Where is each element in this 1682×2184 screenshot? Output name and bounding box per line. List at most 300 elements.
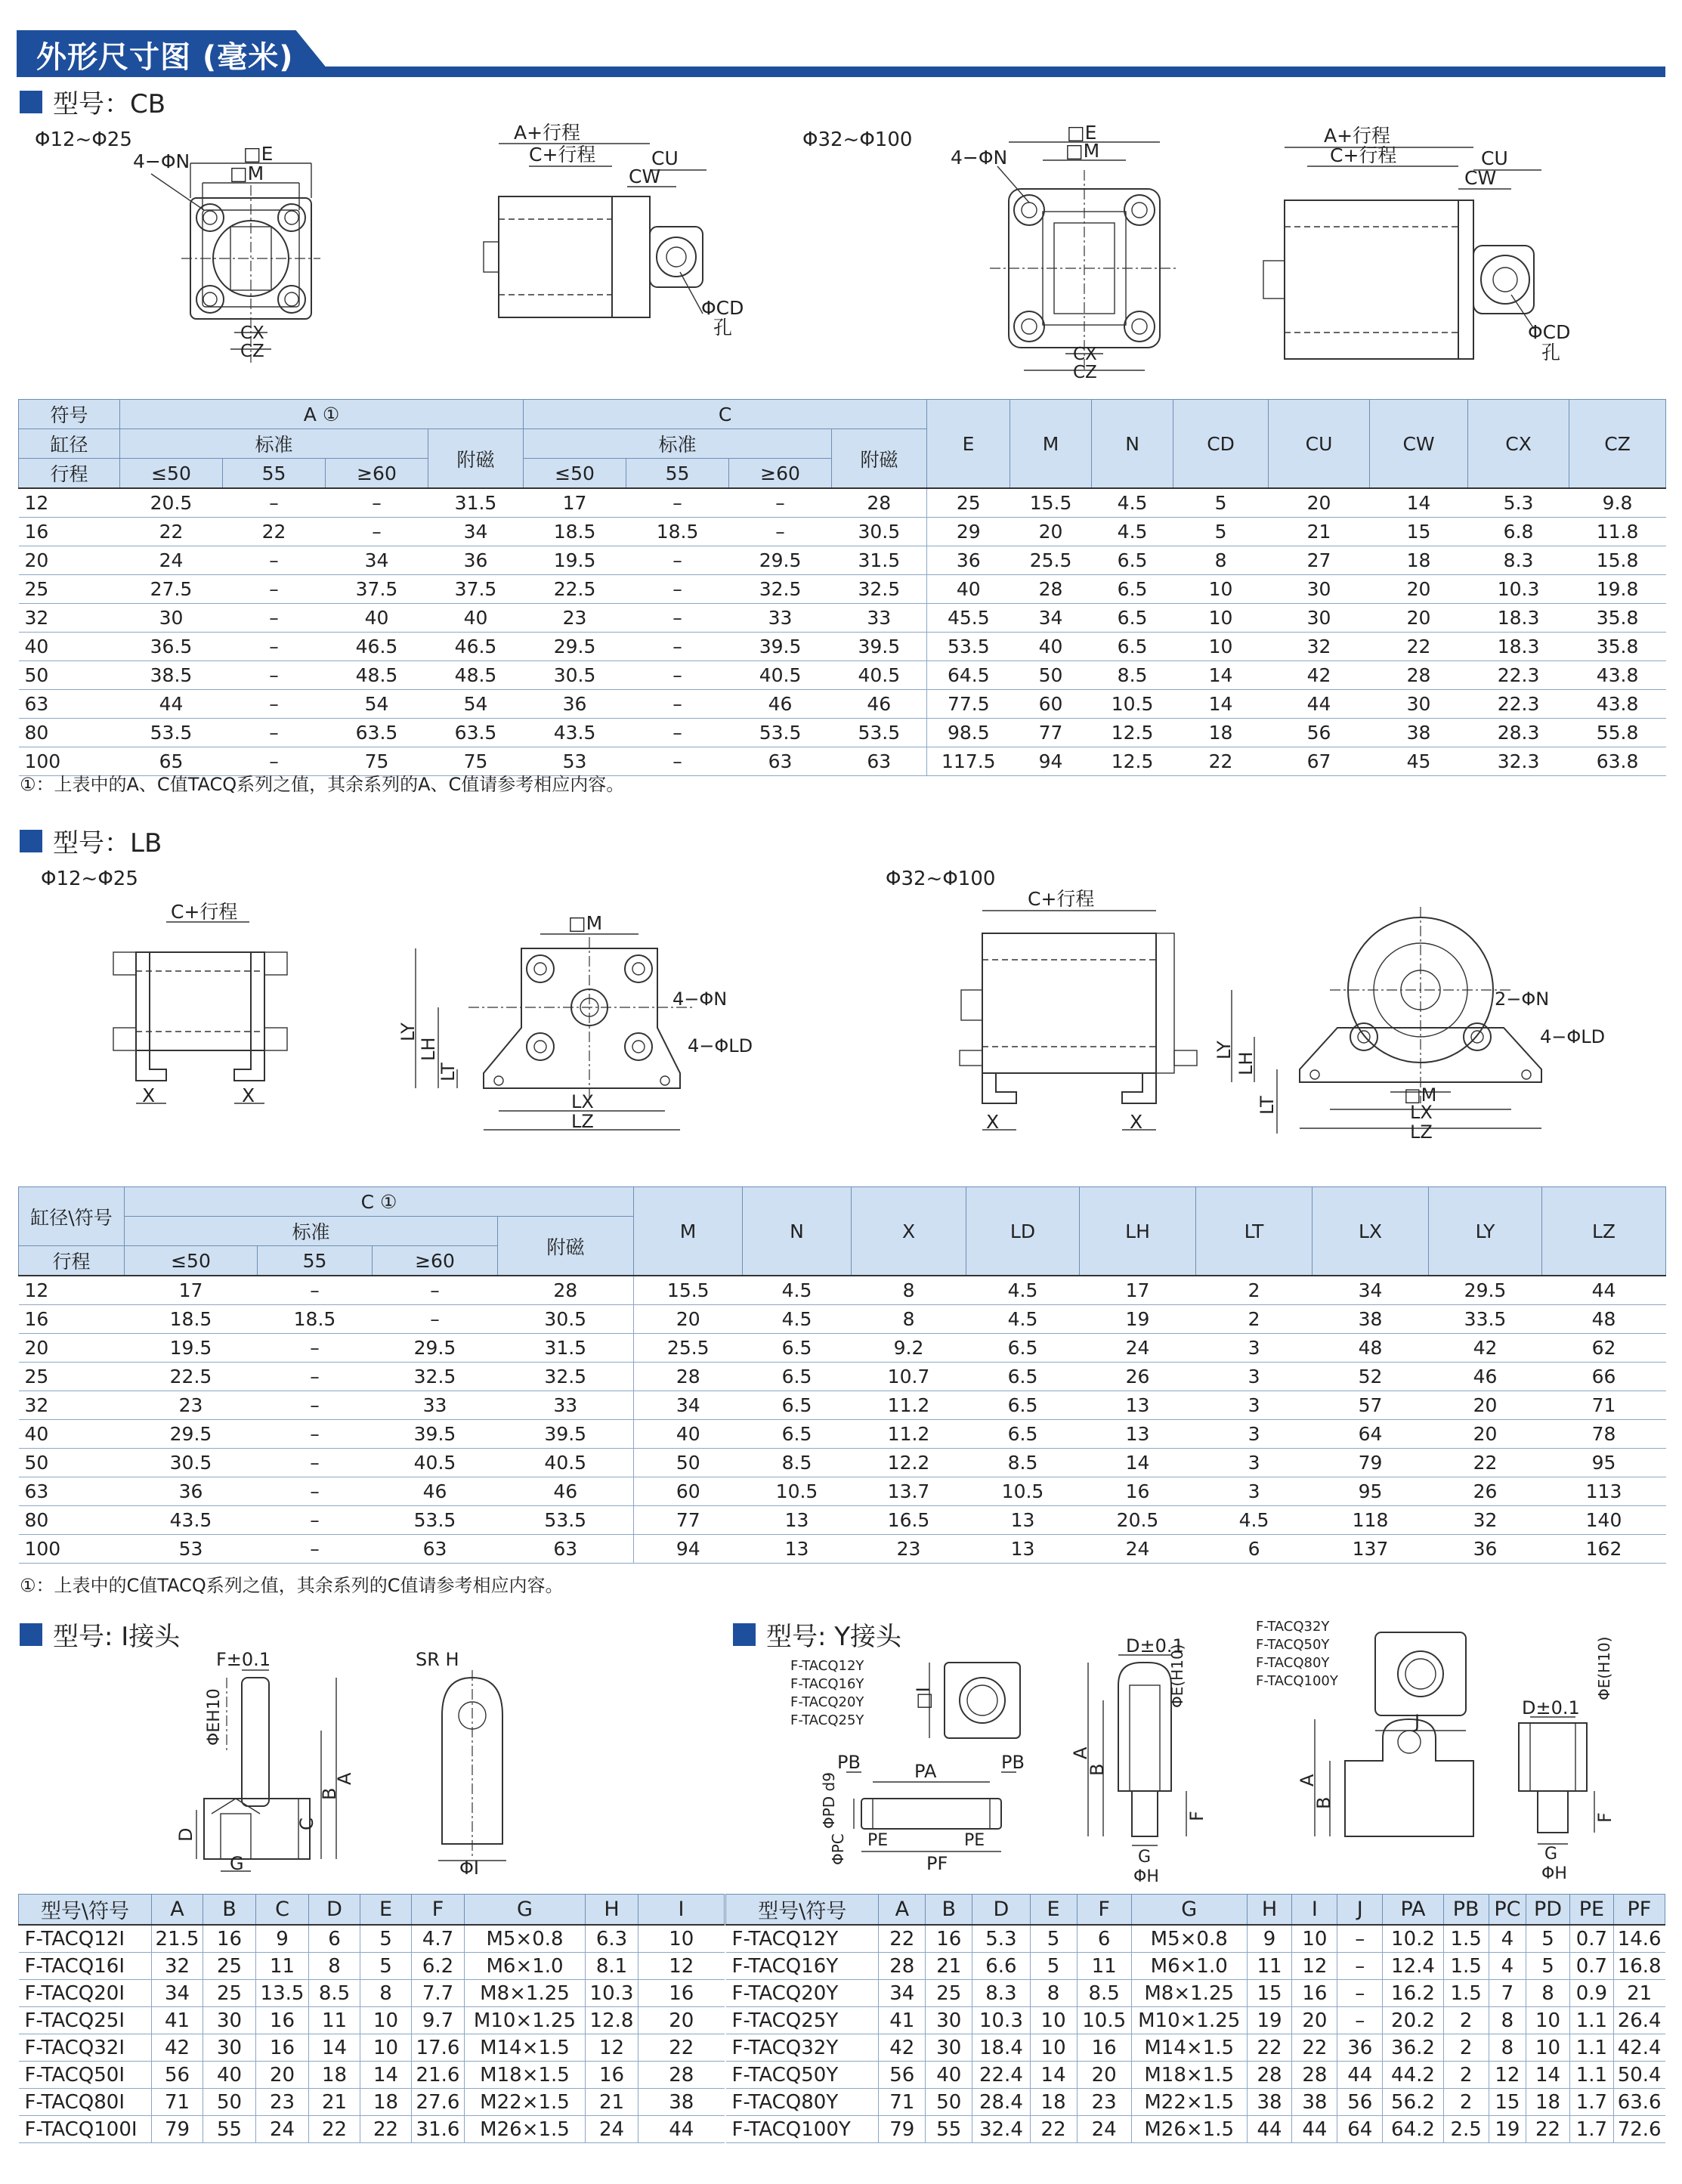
cb-cell: 67 [1269,747,1370,776]
lb-large-side-view [960,911,1197,1130]
cb-cell: 43.5 [524,719,626,747]
lb-cell: 40 [634,1420,743,1449]
cb-table-row [19,690,1666,719]
ij-cell: 18 [360,2089,412,2116]
cb-cell: 6.5 [1092,604,1173,633]
yj-pd-label: ΦPD d9 [820,1772,838,1829]
yj-cell: 64.2 [1383,2116,1444,2143]
ij-d-label: D [175,1827,196,1842]
lb-h-55: 55 [258,1246,373,1276]
cb-cell: 22 [120,518,223,546]
lb-cell: 79 [1313,1449,1429,1477]
lb-cell: 30.5 [125,1449,258,1477]
yj-cell: 19 [1489,2116,1526,2143]
lb-table-row [19,1535,1666,1564]
cb-h-a-55: 55 [223,459,326,489]
cb-cell: 40 [927,575,1010,604]
yj-cell: F-TACQ16Y [726,1953,879,1980]
yj-cell: 5.3 [972,1925,1030,1953]
cb-cell: 45.5 [927,604,1010,633]
lb-cell: 8.5 [966,1449,1080,1477]
yj-cell: 28 [879,1953,926,1980]
cb-cell: 5 [1173,518,1269,546]
cb-cell: 46.5 [428,633,524,661]
cb-cell: 17 [524,488,626,518]
lb-large-lh-label: LH [1235,1051,1257,1075]
yj-cell: 16 [1292,1980,1337,2007]
lb-table-body [19,1276,1666,1564]
cb-cell: 4.5 [1092,488,1173,518]
cb-e-label: □E [243,143,274,165]
yj-cell: 1.5 [1443,1953,1489,1980]
lb-c-stroke-label: C+行程 [171,901,238,923]
ij-table [18,1894,725,2143]
cb-table-body [19,488,1666,776]
cb-large-side-view [1263,147,1541,359]
cb-cell: 40 [428,604,524,633]
yj-cell: 12 [1489,2062,1526,2089]
cb-cell: 30 [1269,604,1370,633]
ij-table-row [19,2007,725,2034]
yj-cell: 28 [1292,2062,1337,2089]
yj-table-row [726,2034,1665,2062]
ij-cell: 21.5 [152,1925,203,1953]
cb-cell: 64.5 [927,661,1010,690]
lb-cell: 100 [19,1535,125,1564]
ij-h-col: H [586,1895,638,1926]
lb-ly-label: LY [397,1022,419,1041]
lb-cell: 63 [19,1477,125,1506]
yj-cell: 21 [1613,1980,1665,2007]
yj-cell: M5×0.8 [1131,1925,1247,1953]
cb-cell: 37.5 [326,575,428,604]
ij-cell: 22 [309,2116,360,2143]
lb-cell: 4.5 [966,1276,1080,1305]
lb-cell: 32 [19,1391,125,1420]
ij-cell: 14 [309,2034,360,2062]
yj-cell: 2.5 [1443,2116,1489,2143]
ij-cell: 21.6 [412,2062,465,2089]
yj-cell: 16 [1077,2034,1131,2062]
yj-pe-label: PE [867,1831,889,1850]
lb-cell: 33 [373,1391,498,1420]
lb-cell: 50 [19,1449,125,1477]
ij-srh-label: SR H [416,1649,459,1670]
cb-cell: 30.5 [832,518,927,546]
yj-cell: 4 [1489,1925,1526,1953]
lb-cell: 66 [1542,1363,1666,1391]
lb-cell: 50 [634,1449,743,1477]
ij-cell: 21 [586,2089,638,2116]
cb-cell: 63.5 [428,719,524,747]
yj-cell: 64 [1337,2116,1383,2143]
cb-cell: 4.5 [1092,518,1173,546]
ij-drawings [0,1647,725,1874]
ij-cell: M8×1.25 [465,1980,586,2007]
lb-cell: 3 [1196,1334,1313,1363]
cb-cell: – [626,719,729,747]
yj-model-large: F-TACQ50Y [1256,1637,1330,1653]
cb-h-a-std: 标准 [120,429,428,459]
lb-cell: 34 [634,1391,743,1420]
cb-cell: 25 [927,488,1010,518]
ij-cell: 22 [638,2034,725,2062]
yj-cell: – [1337,1980,1383,2007]
yj-cell: 42 [879,2034,926,2062]
ij-cell: M6×1.0 [465,1953,586,1980]
lb-cell: 6.5 [743,1391,852,1420]
cb-cell: 94 [1010,747,1092,776]
lb-cell: 60 [634,1477,743,1506]
ij-cell: 6.3 [586,1925,638,1953]
cb-cell: 29 [927,518,1010,546]
ij-cell: 55 [203,2116,256,2143]
lb-cell: 16 [19,1305,125,1334]
yj-cell: 4 [1489,1953,1526,1980]
lb-cell: – [258,1506,373,1535]
yj-h-label: ΦH [1133,1867,1159,1886]
cb-cell: 40 [19,633,120,661]
cb-cell: 20 [1269,488,1370,518]
cb-cell: 28 [832,488,927,518]
ij-cell: 11 [256,1953,309,1980]
cb-cell: 22 [1173,747,1269,776]
cb-cell: 50 [19,661,120,690]
cb-cell: 46 [729,690,832,719]
lb-cell: 36 [125,1477,258,1506]
yj-model-small: F-TACQ12Y [790,1658,864,1674]
yj-cell: 18 [1526,2089,1570,2116]
lb-lh-label: LH [418,1037,439,1061]
lb-cell: – [258,1334,373,1363]
cb-cell: 36 [428,546,524,575]
ij-cell: 30 [203,2007,256,2034]
cb-h-col: CZ [1569,400,1666,489]
lb-cell: – [258,1420,373,1449]
cb-cell: 6.5 [1092,633,1173,661]
yj-cell: 72.6 [1613,2116,1665,2143]
yj-cell: 44 [1247,2116,1292,2143]
ij-table-row [19,2062,725,2089]
cb-cell: – [729,488,832,518]
yj-cell: 21 [926,1953,972,1980]
yj-cell: 7 [1489,1980,1526,2007]
lb-cell: 6.5 [966,1420,1080,1449]
cb-cell: 63.5 [326,719,428,747]
yj-cell: 55 [926,2116,972,2143]
lb-cell: 13 [1080,1391,1196,1420]
yj-cell: M26×1.5 [1131,2116,1247,2143]
cb-large-a-stroke-label: A+行程 [1324,125,1391,147]
lb-h-le50: ≤50 [125,1246,258,1276]
ij-g-label: G [230,1853,244,1874]
yj-table-body [726,1925,1665,2143]
ij-cell: 16 [256,2034,309,2062]
cb-table-row [19,518,1666,546]
yj-cell: 10.3 [972,2007,1030,2034]
ij-cell: F-TACQ16I [19,1953,152,1980]
ij-cell: F-TACQ80I [19,2089,152,2116]
ij-cell: F-TACQ25I [19,2007,152,2034]
lb-cell: 57 [1313,1391,1429,1420]
cb-cell: 9.8 [1569,488,1666,518]
cb-table-row [19,546,1666,575]
yj-cell: 1.5 [1443,1980,1489,2007]
lb-cell: 140 [1542,1506,1666,1535]
yj-cell: F-TACQ32Y [726,2034,879,2062]
lb-table-row [19,1477,1666,1506]
cb-cell: 6.5 [1092,546,1173,575]
lb-cell: 36 [1429,1535,1542,1564]
yj-cell: 24 [1077,2116,1131,2143]
lb-cell: 80 [19,1506,125,1535]
lb-cell: 2 [1196,1276,1313,1305]
yj-cell: – [1337,2007,1383,2034]
yj-model-small: F-TACQ25Y [790,1712,864,1728]
yj-j-label: J [1415,1711,1421,1732]
lb-cell: 20 [1429,1420,1542,1449]
cb-cell: 8 [1173,546,1269,575]
lb-table-row [19,1305,1666,1334]
ij-h-col: B [203,1895,256,1926]
lb-lt-label: LT [438,1063,459,1081]
lb-cell: 26 [1429,1477,1542,1506]
ij-h-col: F [412,1895,465,1926]
lb-large-ly-label: LY [1214,1041,1235,1060]
yj-cell: 38 [1292,2089,1337,2116]
cb-cell: 30 [1370,690,1468,719]
cb-small-side-view [484,144,707,317]
lb-table-row [19,1334,1666,1363]
ij-cell: 20 [256,2062,309,2089]
cb-cell: – [626,661,729,690]
lb-cell: 3 [1196,1477,1313,1506]
lb-cell: 25.5 [634,1334,743,1363]
ij-title-text: 型号: I接头 [53,1622,181,1652]
cb-table-row [19,661,1666,690]
cb-cell: 21 [1269,518,1370,546]
yj-cell: 10 [1030,2034,1077,2062]
lb-cell: 13 [966,1506,1080,1535]
cb-cell: 31.5 [832,546,927,575]
cb-cell: – [626,633,729,661]
cb-cell: – [223,575,326,604]
cb-h-col: CU [1269,400,1370,489]
cb-cell: 20 [1370,604,1468,633]
yj-cell: F-TACQ12Y [726,1925,879,1953]
lb-cell: 13 [743,1535,852,1564]
lb-cell: 6.5 [966,1334,1080,1363]
yj-model-small: F-TACQ16Y [790,1676,864,1692]
cb-cell: 28 [1370,661,1468,690]
cb-hole-label: 孔 [713,317,733,339]
cb-h-col: E [927,400,1010,489]
yj-pf-label: PF [926,1853,948,1874]
lb-cell: 63 [373,1535,498,1564]
yj-model-large: F-TACQ100Y [1256,1673,1338,1689]
cb-cell: 18.3 [1468,633,1569,661]
lb-cell: 63 [498,1535,634,1564]
ij-cell: 42 [152,2034,203,2062]
yj-cell: 1.5 [1443,1925,1489,1953]
lb-cell: 10.5 [743,1477,852,1506]
yj-cell: 11 [1077,1953,1131,1980]
cb-cell: 50 [1010,661,1092,690]
yj-cell: 22 [1030,2116,1077,2143]
cb-cz-label: CZ [240,342,264,361]
lb-cell: 6.5 [966,1391,1080,1420]
cb-cell: 43.8 [1569,661,1666,690]
ij-h-col: G [465,1895,586,1926]
cb-cell: 25 [19,575,120,604]
ij-cell: 50 [203,2089,256,2116]
yj-g-label: G [1138,1848,1152,1867]
lb-cell: 53.5 [373,1506,498,1535]
cb-cell: 28 [1010,575,1092,604]
yj-cell: M14×1.5 [1131,2034,1247,2062]
yj-h-col: I [1292,1895,1337,1926]
cb-cell: 12.5 [1092,719,1173,747]
cb-large-m-label: □M [1065,140,1100,162]
yj-cell: 5 [1030,1953,1077,1980]
lb-cell: – [373,1305,498,1334]
yj-cell: 10 [1030,2007,1077,2034]
lb-cell: – [258,1449,373,1477]
yj-cell: 0.7 [1569,1953,1613,1980]
lb-cell: 19 [1080,1305,1196,1334]
cb-cu-label: CU [651,147,679,169]
cb-cell: 6.5 [1092,575,1173,604]
cb-cell: 53.5 [832,719,927,747]
yj-table-row [726,1980,1665,2007]
cb-h-a-le50: ≤50 [120,459,223,489]
cb-range-large: Φ32~Φ100 [802,128,913,151]
ij-cell: 24 [256,2116,309,2143]
yj-large-views [1315,1632,1594,1844]
lb-lx-label: LX [571,1091,594,1112]
yj-pb-label-2: PB [1001,1752,1025,1773]
ij-cell: 22 [360,2116,412,2143]
yj-cell: 42.4 [1613,2034,1665,2062]
lb-table-row [19,1276,1666,1305]
yj-cell: 71 [879,2089,926,2116]
cb-cell: – [729,518,832,546]
cb-cell: – [626,575,729,604]
yj-cell: 36 [1337,2034,1383,2062]
lb-large-x-label-2: X [1130,1111,1143,1133]
yj-cell: 12.4 [1383,1953,1444,1980]
lb-small-foot-front-view [416,934,695,1130]
yj-h-col: 型号\符号 [726,1895,879,1926]
cb-cell: – [626,604,729,633]
section-marker-icon [20,830,42,852]
ij-h-col: I [638,1895,725,1926]
lb-cell: 6.5 [966,1363,1080,1391]
lb-cell: 3 [1196,1363,1313,1391]
ij-cell: 12 [586,2034,638,2062]
yj-cell: 2 [1443,2089,1489,2116]
ij-cell: 5 [360,1925,412,1953]
yj-cell: 8.3 [972,1980,1030,2007]
cb-cell: 45 [1370,747,1468,776]
cb-cell: 18 [1370,546,1468,575]
cb-h-c-mag: 附磁 [832,429,927,489]
section-marker-icon [20,91,42,113]
cb-cell: 35.8 [1569,604,1666,633]
cb-h-a-ge60: ≥60 [326,459,428,489]
lb-h-col: LX [1313,1187,1429,1276]
ij-cell: M26×1.5 [465,2116,586,2143]
ij-cell: 7.7 [412,1980,465,2007]
yj-table-row [726,2116,1665,2143]
ij-cell: 10 [360,2034,412,2062]
yj-cell: 50 [926,2089,972,2116]
cb-h-col: M [1010,400,1092,489]
cb-cell: 80 [19,719,120,747]
yj-d-label: D±0.1 [1126,1635,1184,1657]
yj-pe-label-2: PE [964,1831,985,1850]
lb-cell: 22.5 [125,1363,258,1391]
yj-cell: M8×1.25 [1131,1980,1247,2007]
ij-cell: M5×0.8 [465,1925,586,1953]
lb-cell: 77 [634,1506,743,1535]
yj-drawings [718,1610,1677,1889]
cb-cell: 53.5 [927,633,1010,661]
lb-cell: 78 [1542,1420,1666,1449]
lb-cell: 29.5 [125,1420,258,1449]
ij-cell: 34 [152,1980,203,2007]
cb-title-text: 型号：CB [53,89,166,119]
lb-x-label: X [142,1084,156,1106]
lb-cell: 4.5 [966,1305,1080,1334]
yj-cell: 56.2 [1383,2089,1444,2116]
lb-cell: 6.5 [743,1420,852,1449]
lb-title-text: 型号：LB [53,828,162,858]
ij-cell: M10×1.25 [465,2007,586,2034]
ij-table-row [19,2034,725,2062]
lb-cell: – [373,1276,498,1305]
lb-h-col: X [852,1187,966,1276]
cb-large-cw-label: CW [1464,167,1497,189]
lb-h-std: 标准 [125,1217,498,1246]
lb-cell: 3 [1196,1391,1313,1420]
cb-cell: 30.5 [524,661,626,690]
lb-cell: 46 [498,1477,634,1506]
cb-cell: 29.5 [524,633,626,661]
cb-cell: 22.3 [1468,661,1569,690]
cb-h-stroke: 行程 [19,459,120,489]
lb-cell: 40.5 [498,1449,634,1477]
lb-cell: 40 [19,1420,125,1449]
lb-h-mag: 附磁 [498,1217,634,1276]
cb-h-col: CX [1468,400,1569,489]
cb-large-cu-label: CU [1481,147,1508,169]
yj-large-b-label: B [1313,1796,1334,1809]
lb-cell: 24 [1080,1535,1196,1564]
cb-large-cz-label: CZ [1073,363,1097,382]
ij-cell: 79 [152,2116,203,2143]
cb-c-stroke-label: C+行程 [529,144,596,166]
ij-cell: 8.1 [586,1953,638,1980]
lb-cell: 4.5 [743,1276,852,1305]
cb-cell: 5.3 [1468,488,1569,518]
ij-cell: 12.8 [586,2007,638,2034]
cb-cell: 8.5 [1092,661,1173,690]
yj-cell: 63.6 [1613,2089,1665,2116]
lb-cell: – [258,1391,373,1420]
lb-cell: 46 [373,1477,498,1506]
lb-cell: – [258,1276,373,1305]
